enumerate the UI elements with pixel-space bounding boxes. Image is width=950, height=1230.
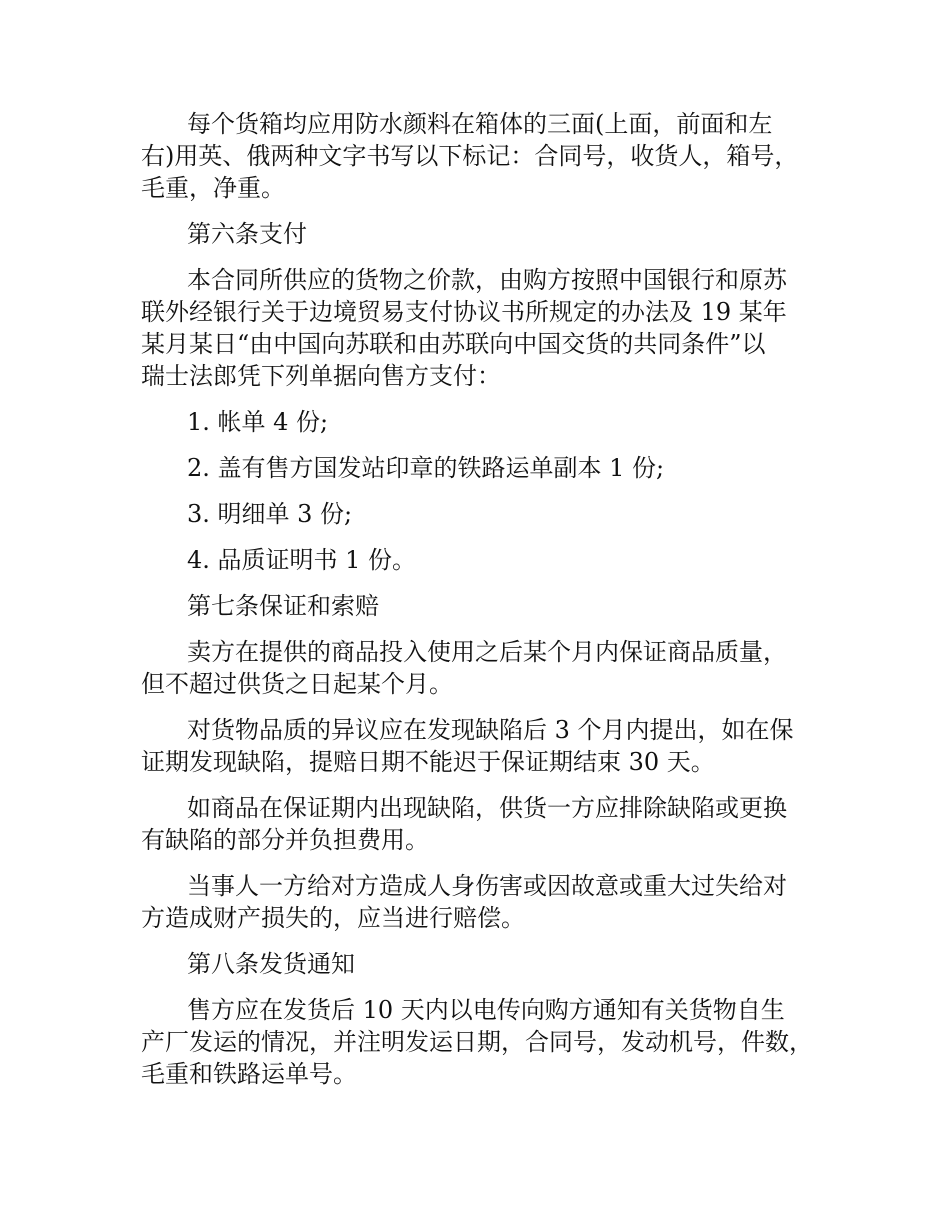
- text-line: 每个货箱均应用防水颜料在箱体的三面(上面，前面和左: [187, 110, 773, 138]
- text-line: 本合同所供应的货物之价款，由购方按照中国银行和原苏: [187, 266, 787, 294]
- paragraph-quality-objection: [141, 714, 831, 778]
- text-line: 某月某日“由中国向苏联和由苏联向中国交货的共同条件”以: [141, 330, 766, 358]
- paragraph-defect-remedy: [141, 792, 831, 856]
- section-heading-payment: [141, 218, 831, 250]
- text-line: 瑞士法郎凭下列单据向售方支付：: [141, 362, 501, 390]
- list-item-quality-certificate: [141, 544, 831, 576]
- text-line: 毛重，净重。: [141, 174, 285, 202]
- heading-text: 第六条支付: [187, 220, 307, 248]
- list-item-text: 1. 帐单 4 份;: [187, 408, 329, 436]
- text-line: 联外经银行关于边境贸易支付协议书所规定的办法及 19 某年: [141, 298, 787, 326]
- text-line: 卖方在提供的商品投入使用之后某个月内保证商品质量，: [187, 638, 787, 666]
- text-line: 如商品在保证期内出现缺陷，供货一方应排除缺陷或更换: [187, 794, 787, 822]
- list-item-text: 3. 明细单 3 份;: [187, 500, 353, 528]
- heading-text: 第七条保证和索赔: [187, 592, 379, 620]
- text-line: 对货物品质的异议应在发现缺陷后 3 个月内提出，如在保: [187, 716, 794, 744]
- text-line: 但不超过供货之日起某个月。: [141, 670, 453, 698]
- list-item-text: 4. 品质证明书 1 份。: [187, 546, 417, 574]
- paragraph-compensation: [141, 870, 831, 934]
- text-line: 有缺陷的部分并负担费用。: [141, 826, 429, 854]
- paragraph-payment-terms: [141, 264, 831, 392]
- text-line: 售方应在发货后 10 天内以电传向购方通知有关货物自生: [187, 996, 785, 1024]
- paragraph-shipment-notice: [141, 994, 831, 1090]
- text-line: 方造成财产损失的，应当进行赔偿。: [141, 904, 525, 932]
- document-body: [141, 108, 831, 1104]
- list-item-waybill: [141, 452, 831, 484]
- text-line: 右)用英、俄两种文字书写以下标记：合同号，收货人，箱号，: [141, 142, 799, 170]
- list-item-text: 2. 盖有售方国发站印章的铁路运单副本 1 份;: [187, 454, 665, 482]
- list-item-invoice: [141, 406, 831, 438]
- section-heading-shipment-notice: [141, 948, 831, 980]
- text-line: 毛重和铁路运单号。: [141, 1060, 357, 1088]
- text-line: 当事人一方给对方造成人身伤害或因故意或重大过失给对: [187, 872, 787, 900]
- heading-text: 第八条发货通知: [187, 950, 355, 978]
- text-line: 证期发现缺陷，提赔日期不能迟于保证期结束 30 天。: [141, 748, 715, 776]
- paragraph-warranty-period: [141, 636, 831, 700]
- paragraph-marking-requirements: [141, 108, 831, 204]
- text-line: 产厂发运的情况，并注明发运日期，合同号，发动机号，件数，: [141, 1028, 813, 1056]
- section-heading-warranty: [141, 590, 831, 622]
- list-item-specification: [141, 498, 831, 530]
